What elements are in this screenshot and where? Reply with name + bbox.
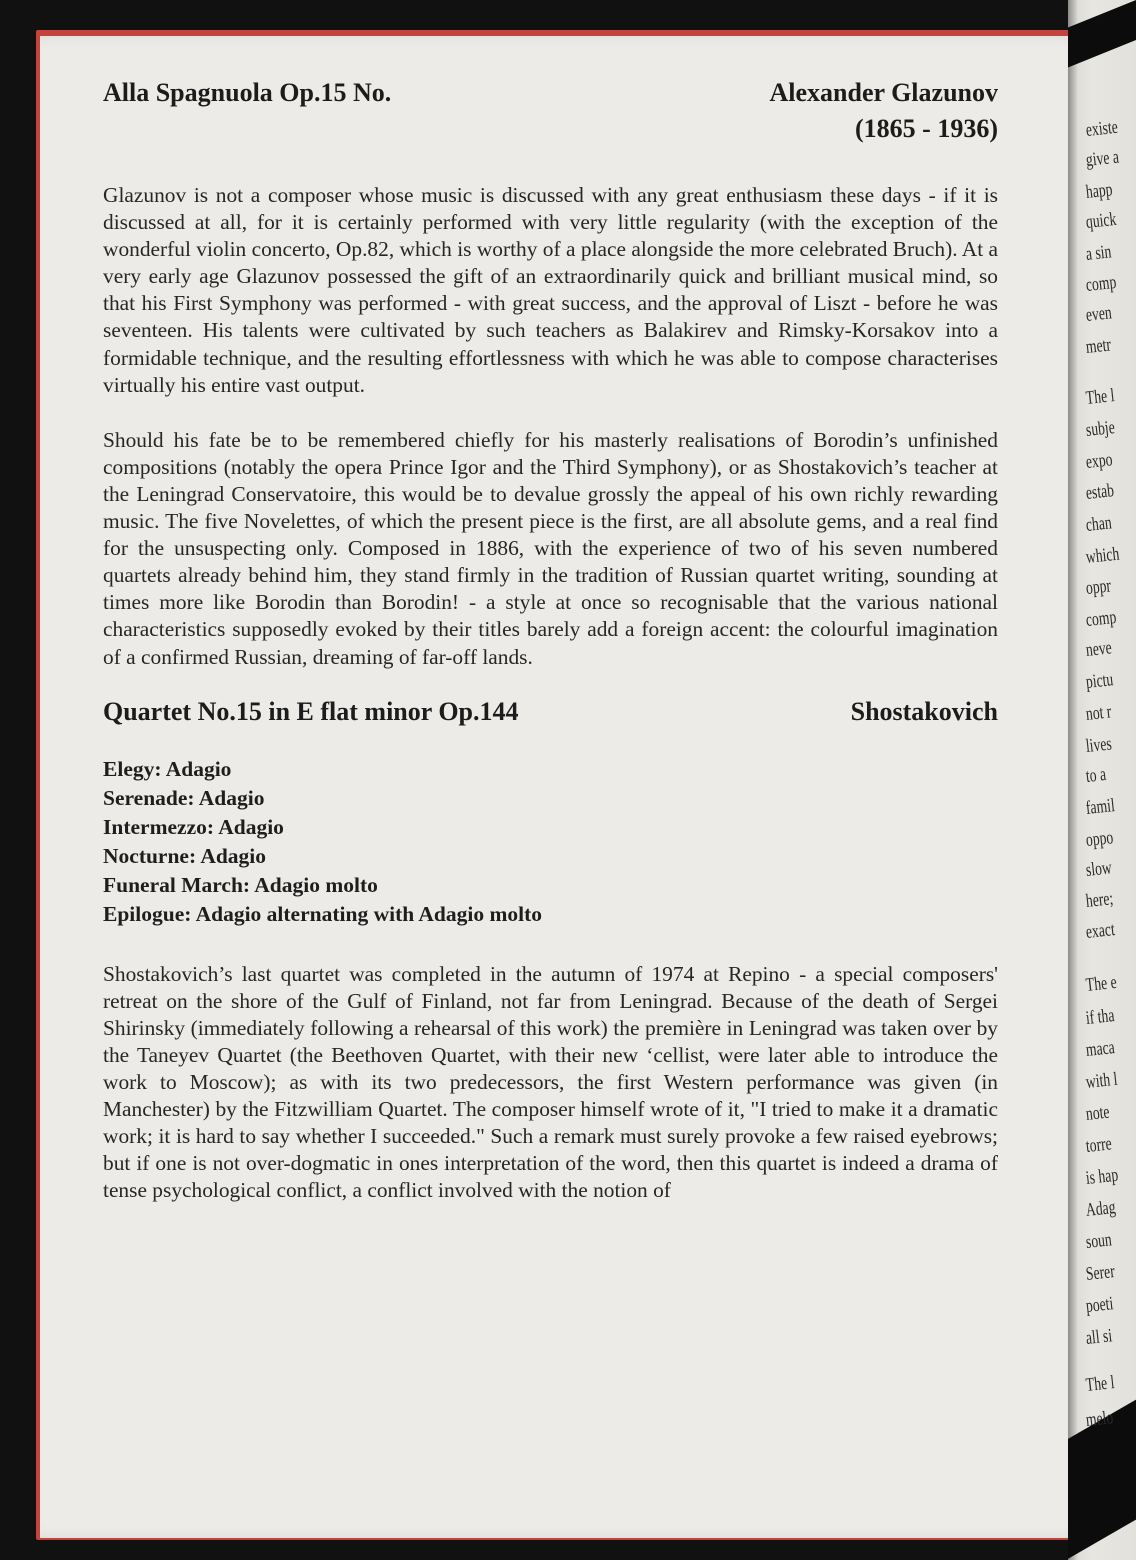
- adjacent-page-fragment: melo: [1084, 1407, 1115, 1431]
- adjacent-page-fragment: exact: [1084, 919, 1116, 943]
- quartet-composer: Shostakovich: [850, 696, 998, 726]
- adjacent-page-fragment: is hap: [1084, 1164, 1120, 1189]
- shostakovich-heading: [103, 697, 998, 727]
- adjacent-page-fragment: happ: [1084, 179, 1114, 203]
- shostakovich-paragraph: Shostakovich’s last quartet was completed in the autumn of 1974 at Repino - a special composers' retreat on the shore of the Gulf of Finland, not far from Leningrad. Because of the death of Sergei Shirinsky (immediately following a rehearsal of this work) the première in Leningrad was taken over by the Taneyev Quartet (the Beethoven Quartet, with their new ‘cellist, were later able to introduce the work to Moscow); as with its two predecessors, the first Western performance was given (in Manchester) by the Fitzwilliam Quartet. The composer himself wrote of it, "I tried to make it a dramatic work; it is hard to say whether I succeeded." Such a remark must surely provoke a few raised eyebrows; but if one is not over-dogmatic in ones interpretation of the word, then this quartet is indeed a drama of tense psychological conflict, a conflict involved with the notion of: [103, 961, 998, 1203]
- spine-shadow: [1068, 0, 1078, 1560]
- adjacent-page-fragment: chan: [1084, 512, 1113, 536]
- movement-item: Serenade: Adagio: [103, 785, 265, 810]
- adjacent-page-fragment: The l: [1084, 1372, 1116, 1396]
- composer-dates: (1865 - 1936): [855, 114, 998, 143]
- adjacent-page-fragment: estab: [1084, 480, 1116, 504]
- adjacent-page-fragment: with l: [1084, 1068, 1119, 1093]
- adjacent-page-edge: [1068, 0, 1136, 1560]
- adjacent-page-fragment: metr: [1084, 334, 1112, 358]
- glazunov-heading: [103, 78, 998, 144]
- adjacent-page-fragment: if tha: [1084, 1005, 1116, 1029]
- movement-item: Funeral March: Adagio molto: [103, 872, 378, 897]
- adjacent-page-fragment: not r: [1084, 701, 1113, 725]
- adjacent-page-fragment: famil: [1084, 795, 1116, 819]
- composer-name: Alexander Glazunov: [769, 78, 998, 107]
- adjacent-page-fragment: all si: [1084, 1325, 1114, 1349]
- adjacent-page-fragment: to a: [1084, 763, 1108, 787]
- adjacent-page-fragment: comp: [1084, 606, 1118, 631]
- adjacent-page-fragment: even: [1084, 302, 1113, 326]
- movement-item: Elegy: Adagio: [103, 756, 232, 781]
- adjacent-page-fragment: existe: [1084, 116, 1119, 141]
- adjacent-page-fragment: here;: [1084, 888, 1115, 912]
- movement-item: Epilogue: Adagio alternating with Adagio molto: [103, 901, 542, 926]
- adjacent-page-fragment: oppr: [1084, 575, 1112, 599]
- adjacent-page-fragment: which: [1084, 543, 1121, 568]
- piece-title: Alla Spagnuola Op.15 No.: [103, 78, 392, 107]
- adjacent-page-fragment: The l: [1084, 385, 1116, 409]
- adjacent-page-fragment: a sin: [1084, 241, 1113, 265]
- adjacent-page-fragment: give a: [1084, 146, 1120, 171]
- adjacent-page-fragment: lives: [1084, 733, 1113, 757]
- adjacent-page-fragment: torre: [1084, 1133, 1113, 1157]
- adjacent-page-fragment: pictu: [1084, 669, 1115, 693]
- adjacent-page-fragment: subje: [1084, 417, 1116, 441]
- adjacent-page-fragment: soun: [1084, 1229, 1113, 1253]
- adjacent-page-fragment: expo: [1084, 449, 1114, 473]
- adjacent-page-fragment: slow: [1084, 857, 1113, 881]
- glazunov-paragraph-2: Should his fate be to be remembered chiefly for his masterly realisations of Borodin’s unfinished compositions (notably the opera Prince Igor and the Third Symphony), or as Shostakovich’s teacher at the Leningrad Conservatoire, this would be to devalue grossly the appeal of his own richly rewarding music. The five Novelettes, of which the present piece is the first, are all absolute gems, and a real find for the unsuspecting only. Composed in 1886, with the experience of two of his seven numbered quartets already behind him, they stand firmly in the tradition of Russian quartet writing, sounding at times more like Borodin than Borodin! - a style at once so recognisable that the various national characteristics supposedly evoked by their titles barely add a foreign accent: the colourful imagination of a confirmed Russian, dreaming of far-off lands.: [103, 427, 998, 669]
- adjacent-page-fragment: Adag: [1084, 1196, 1117, 1221]
- adjacent-page-fragment: note: [1084, 1101, 1111, 1125]
- movement-list: [103, 755, 998, 929]
- movement-item: Intermezzo: Adagio: [103, 814, 284, 839]
- quartet-title: Quartet No.15 in E flat minor Op.144: [103, 696, 519, 726]
- adjacent-page-fragment: quick: [1084, 208, 1118, 233]
- adjacent-page-fragment: oppo: [1084, 827, 1115, 851]
- adjacent-page-fragment: Serer: [1084, 1261, 1116, 1285]
- adjacent-page-fragment: poeti: [1084, 1293, 1115, 1317]
- dark-corner-top: [1068, 0, 1136, 68]
- adjacent-page-fragment: maca: [1084, 1037, 1116, 1061]
- page-content: [103, 78, 998, 1204]
- composer-block: [770, 78, 998, 144]
- adjacent-page-fragment: comp: [1084, 271, 1118, 296]
- movement-item: Nocturne: Adagio: [103, 843, 267, 868]
- adjacent-page-fragment: neve: [1084, 637, 1113, 661]
- glazunov-paragraph-1: Glazunov is not a composer whose music is discussed with any great enthusiasm these days - if it is discussed at all, for it is certainly performed with very little regularity (with the exception of the wonderful violin concerto, Op.82, which is worthy of a place alongside the more celebrated Bruch). At a very early age Glazunov possessed the gift of an extraordinarily quick and brilliant musical mind, so that his First Symphony was performed - with great success, and the approval of Liszt - before he was seventeen. His talents were cultivated by such teachers as Balakirev and Rimsky-Korsakov into a formidable technique, and the resulting effortlessness with which he was able to compose characterises virtually his entire vast output.: [103, 183, 998, 397]
- adjacent-page-fragment: The e: [1084, 971, 1118, 996]
